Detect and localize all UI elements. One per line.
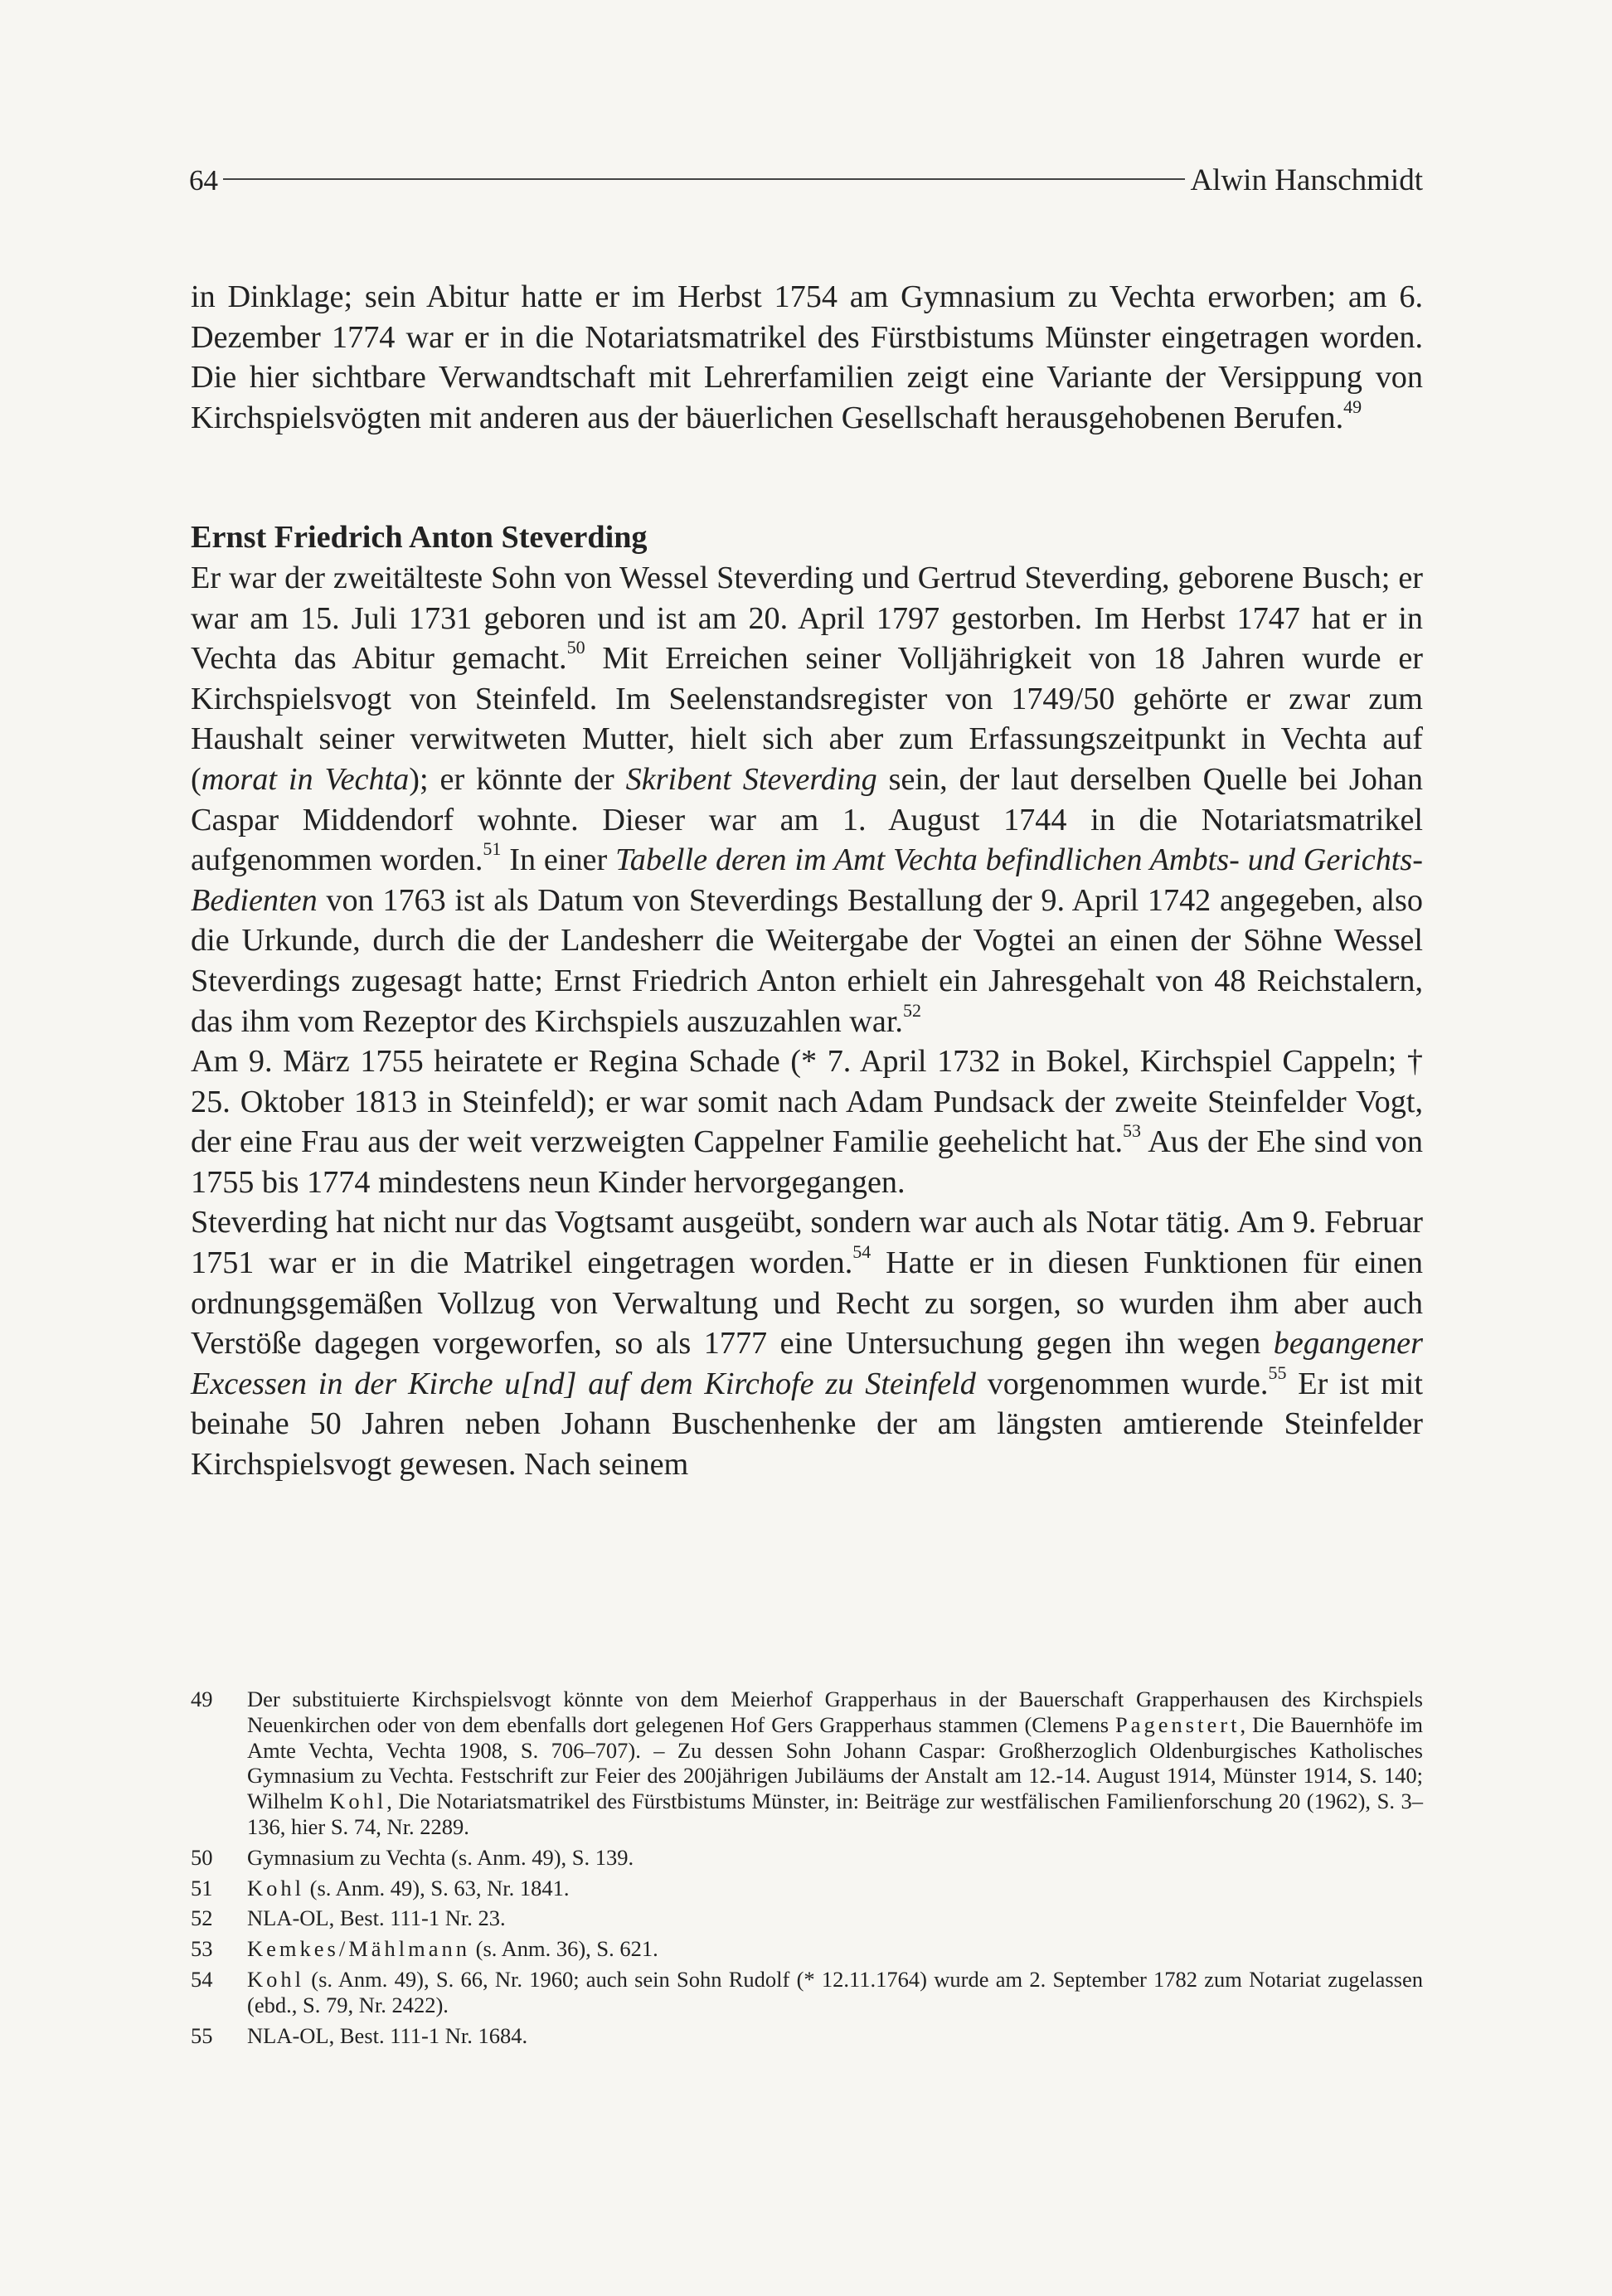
footnote-text: NLA-OL, Best. 111-1 Nr. 1684. (247, 2022, 528, 2048)
footnote-ref: 49 (1343, 396, 1362, 417)
running-header (189, 163, 1423, 198)
paragraph (191, 1041, 1423, 1202)
italic-quote: begangener Excessen in der Kirche u[nd] auf dem Kirchofe zu Steinfeld (191, 1326, 1423, 1401)
header-rule (223, 178, 1185, 180)
footnote (191, 1936, 1423, 1962)
text-run: vorgenommen wurde. (975, 1366, 1269, 1401)
paragraph-text: in Dinklage; sein Abitur hatte er im Herbst 1754 am Gymnasium zu Vechta erworben; am 6. Dezember 1774 war er in die Notariatsmatrikel des Fürstbistums Münster eingetragen worden. Die hier sichtbare Verwandtschaft mit Lehrerfamilien zeigt eine Variante der Versippung von Kirchspielsvögten mit anderen aus der bäuerlichen Gesellschaft herausgehobenen Berufen. (191, 279, 1423, 435)
text-run: Aus der Ehe sind von 1755 bis 1774 mindestens neun Kinder hervorgegangen. (191, 1124, 1423, 1200)
footnote-number: 51 (191, 1875, 213, 1900)
footnote-ref: 55 (1268, 1362, 1287, 1383)
text-run: von 1763 ist als Datum von Steverdings Bestallung der 9. April 1742 angegeben, also die Urkunde, durch die der Landesherr die Weitergabe der Vogtei an einen der Söhne Wessel Steverdings zugesagt hatte; Ernst Friedrich Anton erhielt ein Jahresgehalt von 48 Reichstalern, das ihm vom Rezeptor des Kirchspiels auszuzahlen war. (191, 882, 1423, 1039)
italic-quote: Skribent Steverding (625, 761, 877, 797)
text-run: Der substituierte Kirchspielsvogt könnte von dem Meierhof Grapperhaus in der Bauerschaft Grapperhausen des Kirchspiels Neuenkirchen oder von dem ebenfalls dort gelegenen Hof Gers Grapperhaus stammen (Clemens (247, 1687, 1423, 1737)
text-run: , Die Bauernhöfe im Amte Vechta, Vechta 1908, S. 706–707). – Zu dessen Sohn Johann Caspar: Großherzoglich Oldenburgisches Katholisches Gymnasium zu Vechta. Festschrift zur Feier des 200jährigen Jubiläums der Anstalt am 12.-14. August 1914, Münster 1914, S. 140; Wilhelm (247, 1711, 1423, 1814)
footnote-number: 50 (191, 1844, 213, 1870)
footnote-number: 53 (191, 1936, 213, 1962)
author-name: Kohl (247, 1875, 304, 1900)
footnote-text (247, 1967, 1423, 2018)
text-run: Er war der zweitälteste Sohn von Wessel Steverding und Gertrud Steverding, geborene Busch; er war am 15. Juli 1731 geboren und ist am 20. April 1797 gestorben. Im Herbst 1747 hat er in Vechta das Abitur gemacht. (191, 560, 1423, 677)
footnote-text: NLA-OL, Best. 111-1 Nr. 23. (247, 1905, 506, 1931)
section-gap (191, 438, 1423, 517)
paragraph (191, 1202, 1423, 1484)
footnote (191, 1687, 1423, 1840)
text-run: Steverding hat nicht nur das Vogtsamt ausgeübt, sondern war auch als Notar tätig. Am 9. Februar 1751 war er in die Matrikel eingetragen worden. (191, 1205, 1423, 1281)
paragraph (191, 277, 1423, 438)
footnote-text (247, 1876, 1423, 1901)
text-run: (s. Anm. 49), S. 66, Nr. 1960; auch sein Sohn Rudolf (* 12.11.1764) wurde am 2. September 1782 zum Notariat zugelassen (ebd., S. 79, Nr. 2422). (247, 1966, 1423, 2017)
author-name: Pagenstert (1115, 1711, 1241, 1737)
header-author: Alwin Hanschmidt (1190, 163, 1423, 197)
paragraph (191, 558, 1423, 1041)
text-run: ); er könnte der (409, 761, 626, 797)
author-name: Kemkes/Mählmann (247, 1936, 471, 1962)
text-run: (s. Anm. 36), S. 621. (470, 1936, 658, 1962)
footnote-text (247, 1687, 1423, 1840)
text-run: , Die Notariatsmatrikel des Fürstbistums Münster, in: Beiträge zur westfälischen Familienforschung 20 (1962), S. 3–136, hier S. 74, Nr. 2289. (247, 1789, 1423, 1839)
text-run: In einer (501, 842, 616, 878)
section-heading: Ernst Friedrich Anton Steverding (191, 520, 648, 556)
text-run: Am 9. März 1755 heiratete er Regina Schade (* 7. April 1732 in Bokel, Kirchspiel Cappeln; † 25. Oktober 1813 in Steinfeld); er war somit nach Adam Pundsack der zweite Steinfelder Vogt, der eine Frau aus der weit verzweigten Cappelner Familie geehelicht hat. (191, 1044, 1423, 1160)
text-run: Mit Erreichen seiner Volljährigkeit von 18 Jahren wurde er Kirchspielsvogt von Steinfeld. Im Seelenstandsregister von 1749/50 gehörte er zwar zum Haushalt seiner verwitweten Mutter, hielt sich aber zum Erfassungszeitpunkt in Vechta auf ( (191, 641, 1424, 797)
footnote-ref: 53 (1123, 1120, 1142, 1142)
footnote (191, 1905, 1423, 1931)
footnote-text: Gymnasium zu Vechta (s. Anm. 49), S. 139. (247, 1844, 634, 1870)
footnotes (191, 1687, 1423, 2053)
footnote (191, 2023, 1423, 2049)
text-run: Er ist mit beinahe 50 Jahren neben Johann Buschenhenke der am längsten amtierende Steinfelder Kirchspielsvogt gewesen. Nach seinem (191, 1366, 1424, 1483)
footnote-number: 54 (191, 1966, 213, 1992)
footnote (191, 1876, 1423, 1901)
text-run: Hatte er in diesen Funktionen für einen ordnungsgemäßen Vollzug von Verwaltung und Recht zu sorgen, so wurden ihm aber auch Verstöße dagegen vorgeworfen, so als 1777 eine Untersuchung gegen ihn wegen (191, 1245, 1423, 1362)
author-name: Kohl (329, 1789, 387, 1814)
footnote-ref: 52 (902, 999, 921, 1021)
page-number: 64 (189, 164, 218, 197)
italic-quote: morat in Vechta (201, 761, 410, 797)
footnote-ref: 54 (852, 1241, 872, 1263)
italic-quote: Tabelle deren im Amt Vechta befindlichen Ambts- und Gerichts-Bedienten (191, 842, 1423, 918)
main-text (191, 277, 1423, 1485)
footnote-ref: 50 (566, 637, 585, 658)
footnote-ref: 51 (483, 838, 502, 860)
footnote-number: 52 (191, 1905, 213, 1931)
footnote (191, 1845, 1423, 1871)
footnote-number: 55 (191, 2022, 213, 2048)
footnote-text (247, 1936, 1423, 1962)
author-name: Kohl (247, 1966, 304, 1992)
footnote (191, 1967, 1423, 2018)
text-run: (s. Anm. 49), S. 63, Nr. 1841. (304, 1875, 570, 1900)
footnote-number: 49 (191, 1687, 213, 1711)
text-run: sein, der laut derselben Quelle bei Johan Caspar Middendorf wohnte. Dieser war am 1. August 1744 in die Notariatsmatrikel aufgenommen worden. (191, 761, 1424, 878)
